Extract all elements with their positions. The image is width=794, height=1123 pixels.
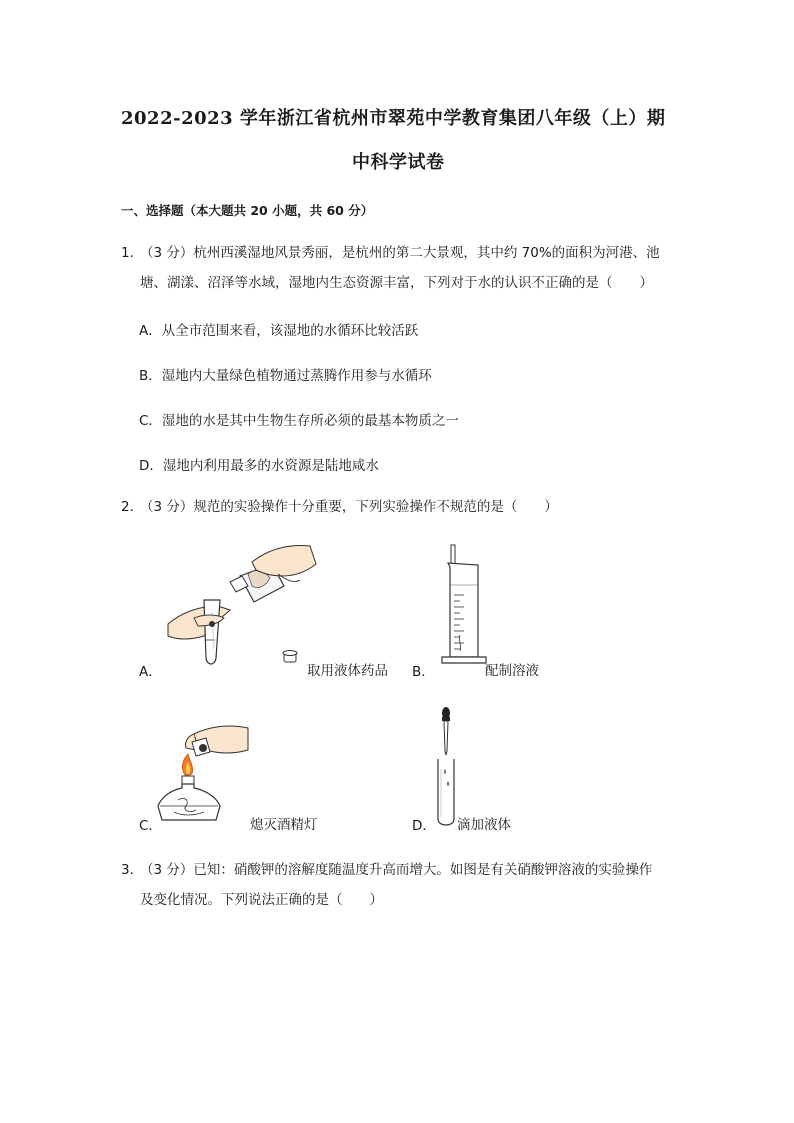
question-2-option-d-letter[interactable]: D． [412, 818, 436, 834]
question-2-text: （3 分）规范的实验操作十分重要，下列实验操作不规范的是（ ） [140, 499, 558, 515]
question-2-option-b-letter[interactable]: B． [412, 664, 435, 680]
question-3-text-line-1: （3 分）已知：硝酸钾的溶解度随温度升高而增大。如图是有关硝酸钾溶液的实验操作 [140, 862, 653, 878]
question-1-text-line-2: 塘、湖漾、沼泽等水域，湿地内生态资源丰富，下列对于水的认识不正确的是（ ） [140, 275, 653, 291]
pouring-liquid-icon [160, 540, 320, 672]
question-2-option-a-caption: 取用液体药品 [307, 663, 388, 679]
question-2-option-d-caption: 滴加液体 [457, 817, 511, 833]
graduated-cylinder-icon [440, 545, 490, 673]
question-2-option-b-caption: 配制溶液 [485, 663, 539, 679]
question-2-number: 2． [121, 499, 144, 515]
question-1-option-b[interactable]: B．湿地内大量绿色植物通过蒸腾作用参与水循环 [139, 368, 432, 384]
question-1-option-d[interactable]: D．湿地内利用最多的水资源是陆地咸水 [139, 458, 379, 474]
dropper-icon [432, 703, 462, 831]
question-1-text-line-1: （3 分）杭州西溪湿地风景秀丽，是杭州的第二大景观，其中约 70%的面积为河港、池 [140, 245, 660, 261]
question-1-number: 1． [121, 245, 144, 261]
section-heading: 一、选择题（本大题共 20 小题，共 60 分） [121, 203, 374, 218]
question-2-option-c-caption: 熄灭酒精灯 [250, 817, 318, 833]
question-1-option-c[interactable]: C．湿地的水是其中生物生存所必须的最基本物质之一 [139, 413, 459, 429]
question-2-option-a-letter[interactable]: A． [139, 664, 162, 680]
alcohol-lamp-icon [160, 720, 250, 830]
question-3-text-line-2: 及变化情况。下列说法正确的是（ ） [140, 892, 383, 908]
document-title-line-2: 中科学试卷 [352, 152, 445, 173]
question-1-option-a[interactable]: A．从全市范围来看，该湿地的水循环比较活跃 [139, 323, 419, 339]
document-title-line-1: 2022-2023 学年浙江省杭州市翠苑中学教育集团八年级（上）期 [121, 108, 666, 129]
question-2-option-c-letter[interactable]: C． [139, 818, 162, 834]
question-3-number: 3． [121, 862, 144, 878]
